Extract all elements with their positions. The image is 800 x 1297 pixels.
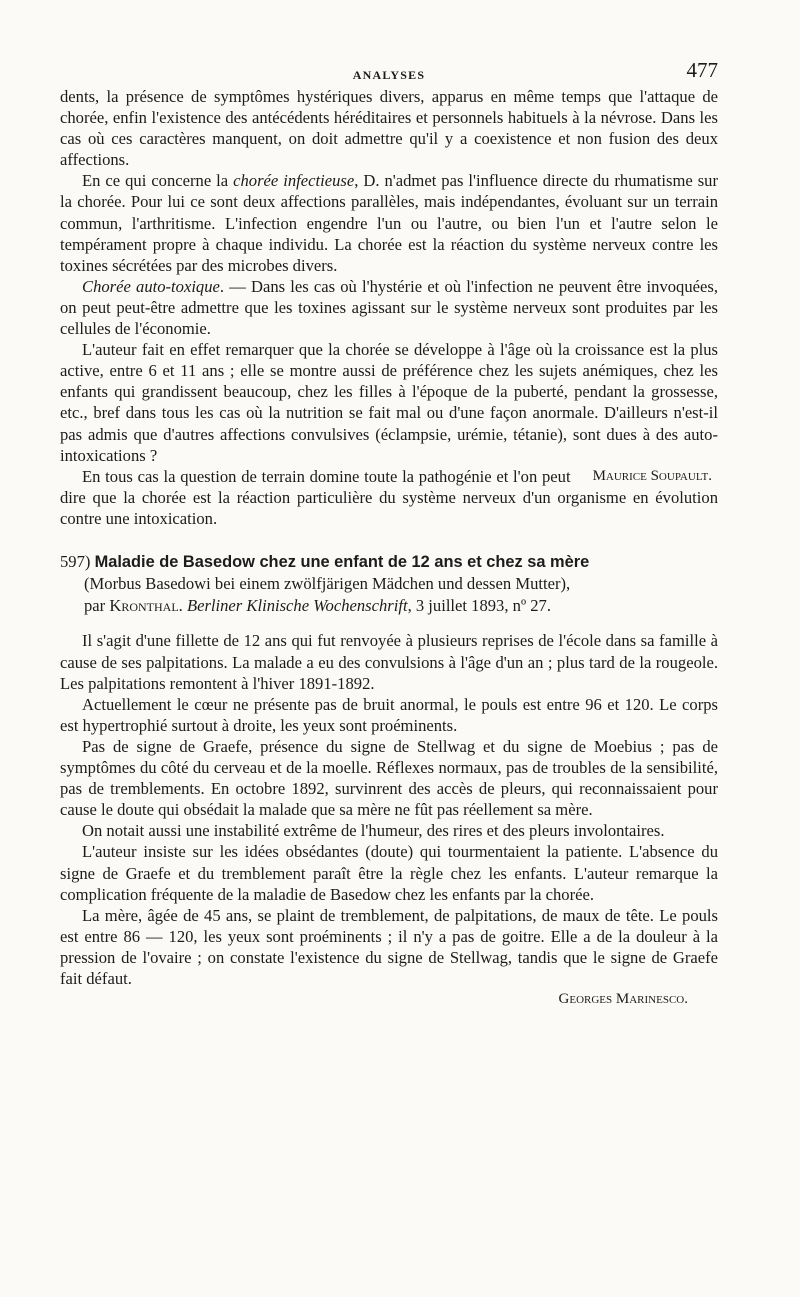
article-author: Kronthal [109, 595, 179, 615]
previous-article-body [60, 86, 718, 529]
page-number: 477 [686, 58, 718, 82]
italic-term: chorée infectieuse [233, 171, 355, 191]
text-run: En ce qui concerne la [82, 171, 234, 191]
text-run: . — Dans les cas où l'hystérie et où l'infection ne peuvent être invoquées, on peut peut-être admettre que les toxines agissant sur le système nerveux sont produites par les cellules de l'économie. [60, 276, 718, 339]
paragraph: L'auteur insiste sur les idées obsédantes (doute) qui tourmentaient la patiente. L'absence du signe de Graefe et du tremblement paraît être la règle chez les enfants. L'auteur remarque la complication fréquente de la maladie de Basedow chez les enfants par la chorée. [60, 842, 718, 904]
article-title-line [60, 551, 718, 574]
running-title: ANALYSES [352, 68, 426, 82]
journal-name: Berliner Klinische Wochenschrift [186, 595, 408, 615]
paragraph [60, 466, 718, 529]
paragraph: dents, la présence de symptômes hystériques divers, apparus en même temps que l'attaque de chorée, enfin l'existence des antécédents héréditaires et personnels habituels à la névrose. Dans les cas où ces caractères manquent, on doit admettre qu'il y a coexistence et non fusion des deux affections. [60, 87, 718, 170]
article-heading [60, 551, 718, 617]
text-run: par [84, 595, 110, 615]
running-head [60, 58, 718, 86]
paragraph: L'auteur fait en effet remarquer que la chorée se développe à l'âge où la croissance est la plus active, entre 6 et 11 ans ; elle se montre aussi de préférence chez les sujets anémiques, chez les enfants qui grandissent beaucoup, chez les filles à l'époque de la puberté, pendant la grossesse, etc., bref dans tous les cas où la nutrition se fait mal ou d'une façon anormale. D'ailleurs n'est-il pas admis que d'autres affections convulsives (éclampsie, urémie, tétanie), sont dues à des auto-intoxications ? [60, 340, 718, 465]
journal-page [60, 58, 718, 1010]
text-run: . [178, 595, 187, 615]
paragraph: Il s'agit d'une fillette de 12 ans qui fut renvoyée à plusieurs reprises de l'école dans sa famille à cause de ses palpitations. La malade a eu des convulsions à l'âge d'un an ; plus tard de la rougeole. Les palpitations remontent à l'hiver 1891-1892. [60, 631, 718, 693]
previous-article-signature: Maurice Soupault. [592, 467, 712, 484]
paragraph: Actuellement le cœur ne présente pas de bruit anormal, le pouls est entre 96 et 120. Le corps est hypertrophié surtout à droite, les yeux sont proéminents. [60, 694, 718, 735]
article-title: Maladie de Basedow chez une enfant de 12 ans et chez sa mère [94, 552, 590, 571]
article-subtitle: (Morbus Basedowi bei einem zwölfjärigen Mädchen und dessen Mutter), [84, 574, 571, 594]
text-run: , D. n'admet pas l'influence directe du rhumatisme sur la chorée. Pour lui ce sont deux affections parallèles, mais indépendantes, évoluant sur un terrain commun, l'arthritisme. L'infection engendre l'un ou l'autre, ou bien l'un et l'autre selon le tempérament propre à chaque individu. La chorée est la réaction du système nerveux contre les toxines sécrétées par des microbes divers. [60, 171, 719, 275]
paragraph: On notait aussi une instabilité extrême de l'humeur, des rires et des pleurs involontaires. [82, 821, 665, 841]
text-run: En tous cas la question de terrain domine toute la pathogénie et l'on peut dire que la chorée est la réaction particulière du système nerveux d'un organisme en évolution contre une intoxication. [60, 466, 718, 528]
paragraph: La mère, âgée de 45 ans, se plaint de tremblement, de palpitations, de maux de tête. Le pouls est entre 86 — 120, les yeux sont proéminents ; il n'y a pas de goitre. Elle a de la douleur à la pression de l'ovaire ; on constate l'existence du signe de Stellwag, tandis que le signe de Graefe fait défaut. [60, 905, 718, 988]
article-citation [60, 595, 718, 617]
paragraph [60, 276, 718, 339]
paragraph: Pas de signe de Graefe, présence du signe de Stellwag et du signe de Moebius ; pas de symptômes du côté du cerveau et de la moelle. Réflexes normaux, pas de troubles de la sensibilité, pas de tremblements. En octobre 1892, survinrent des accès de pleurs, qui reconnaissaient pour cause le doute qui obsédait la malade que sa mère ne fût pas réellement sa mère. [60, 736, 718, 820]
article-signature: Georges Marinesco. [558, 991, 688, 1008]
publication-date: , 3 juillet 1893, nº 27. [407, 595, 551, 615]
italic-term: Chorée auto-toxique [82, 276, 220, 296]
article-body [60, 630, 718, 1010]
paragraph [60, 170, 718, 275]
article-number: 597) [60, 551, 91, 571]
